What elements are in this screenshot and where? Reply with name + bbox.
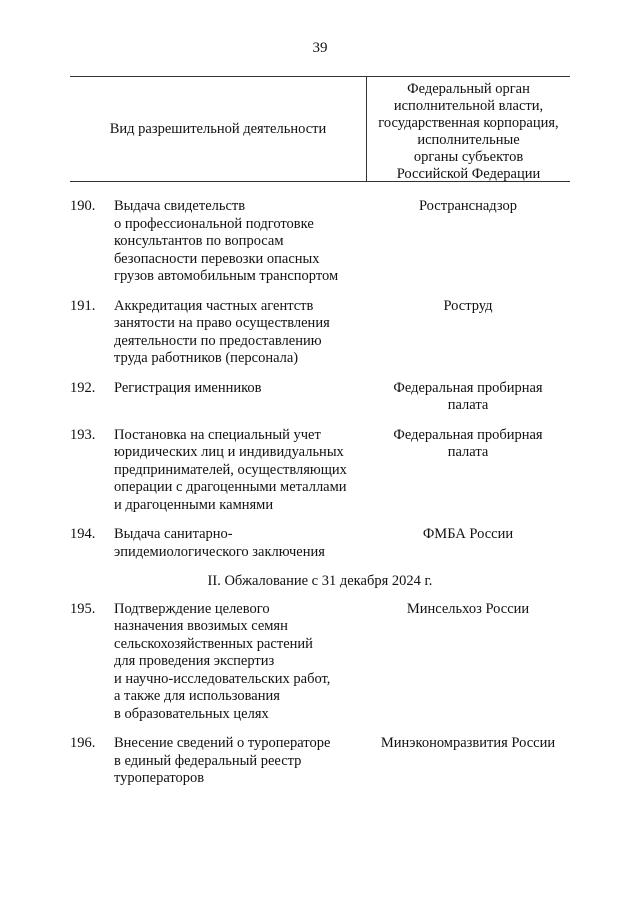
activity-line: Внесение сведений о туроператоре [114,735,331,751]
activity-line: занятости на право осуществления [114,315,330,331]
activity-line: Выдача санитарно- [114,526,233,542]
row-authority [366,198,570,286]
row-authority [366,380,570,415]
table-row [70,427,570,515]
activity-line: труда работников (персонала) [114,350,299,366]
row-number: 190. [70,198,96,214]
activity-line: безопасности перевозки опасных [114,250,320,267]
header-authority-line: органы субъектов [413,149,524,165]
table-row [70,198,570,286]
activity-line: эпидемиологического заключения [114,543,325,560]
activity-line: юридических лиц и индивидуальных [114,444,344,460]
table-rows-part1 [70,198,570,561]
activity-line: сельскохозяйственных растений [114,635,313,652]
activity-line: для проведения экспертиз [114,653,275,669]
authority-line: Роструд [443,297,493,314]
activity-line: операции с драгоценными металлами [114,479,347,495]
table-body [70,198,570,800]
activity-line: назначения ввозимых семян [114,618,288,634]
table-row [70,601,570,724]
authority-line: Минсельхоз России [406,600,530,617]
row-number: 193. [70,426,96,443]
activity-line: Аккредитация частных агентств [114,297,314,314]
header-authority-line: Федеральный орган [407,81,530,97]
activity-line: в образовательных целях [114,705,269,722]
row-number: 195. [70,600,96,617]
activity-line: консультантов по вопросам [114,233,284,249]
activity-line: предпринимателей, осуществляющих [114,461,347,478]
row-authority [366,298,570,368]
activity-line: деятельности по предоставлению [114,332,322,349]
authority-line: ФМБА России [422,526,514,542]
table-row [70,298,570,368]
authority-line: палата [447,397,489,413]
header-authority-line: исполнительные [417,132,520,148]
activity-line: туроператоров [114,770,205,786]
header-authority-line: исполнительной власти, [393,98,544,114]
authority-line: Федеральная пробирная [393,426,543,443]
row-activity [114,526,366,561]
row-activity [114,298,366,368]
authority-line: Ространснадзор [418,198,518,214]
row-activity [114,380,366,415]
header-authority-column [367,81,570,183]
activity-line: и научно-исследовательских работ, [114,670,331,687]
activity-line: Постановка на специальный учет [114,426,321,443]
row-authority [366,601,570,724]
table-row [70,380,570,415]
row-number: 191. [70,297,96,314]
row-activity [114,735,366,788]
section-title: II. Обжалование с 31 декабря 2024 г. [207,573,433,589]
table-row [70,526,570,561]
authority-line: палата [447,444,489,460]
activity-line: Подтверждение целевого [114,600,270,617]
header-authority-line: государственная корпорация, [378,115,559,131]
authority-line: Федеральная пробирная [393,379,543,396]
activity-line: Выдача свидетельств [114,198,246,214]
activity-line: Регистрация именников [114,379,262,396]
activity-line: грузов автомобильным транспортом [114,268,339,284]
activity-line: и драгоценными камнями [114,496,274,513]
row-authority [366,427,570,515]
header-activity-column: Вид разрешительной деятельности [109,120,327,137]
authority-line: Минэкономразвития России [380,735,556,751]
row-activity [114,427,366,515]
header-authority-line: Российской Федерации [396,166,541,182]
table-header [70,76,570,182]
activity-line: в единый федеральный реестр [114,752,302,769]
row-activity [114,198,366,286]
row-number: 192. [70,379,96,396]
activity-line: а также для использования [114,688,280,704]
table-row [70,735,570,788]
row-number: 194. [70,526,96,542]
row-activity [114,601,366,724]
row-number: 196. [70,735,96,751]
row-authority [366,735,570,788]
table-rows-part2 [70,601,570,788]
page-number: 39 [312,40,328,56]
activity-line: о профессиональной подготовке [114,215,314,232]
row-authority [366,526,570,561]
